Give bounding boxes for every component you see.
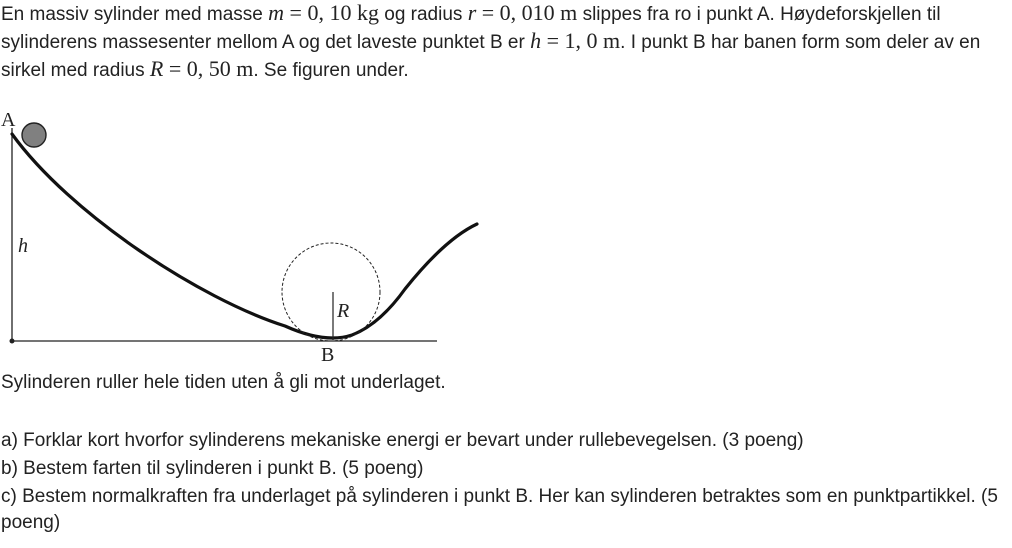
intro-text-5: . Se figuren under. xyxy=(253,60,409,81)
curvature-circle xyxy=(282,243,380,341)
ground-dot xyxy=(10,339,15,344)
track-curve xyxy=(12,134,477,338)
intro-text-2: og radius xyxy=(378,4,468,25)
circle-radius-formula: R = 0, 50 m xyxy=(149,56,254,81)
label-r: R xyxy=(337,300,350,322)
track-figure xyxy=(0,104,500,369)
intro-text-1: En massiv sylinder med masse xyxy=(1,4,269,25)
label-a: A xyxy=(1,109,16,131)
mass-formula: m = 0, 10 kg xyxy=(268,0,379,25)
intro-text-3: slippes fra ro i punkt A. Høydeforskjellen til sylinderens massesenter mellom A og det laveste punktet B er xyxy=(1,4,941,53)
questions xyxy=(1,428,1001,538)
problem-intro xyxy=(1,0,1011,84)
height-formula: h = 1, 0 m xyxy=(530,28,621,53)
intro-text-4: . I punkt B har banen form som deler av en sirkel med radius xyxy=(1,32,981,81)
question-c: c) Bestem normalkraften fra underlaget på sylinderen i punkt B. Her kan sylinderen betraktes som en punktpartikkel. (5 poeng) xyxy=(1,486,998,533)
caption: Sylinderen ruller hele tiden uten å gli mot underlaget. xyxy=(1,372,446,393)
question-b: b) Bestem farten til sylinderen i punkt B. (5 poeng) xyxy=(1,458,424,479)
label-h: h xyxy=(18,235,28,257)
label-b: B xyxy=(321,344,335,366)
radius-formula: r = 0, 010 m xyxy=(467,0,578,25)
cylinder xyxy=(22,123,46,147)
question-a: a) Forklar kort hvorfor sylinderens mekaniske energi er bevart under rullebevegelsen. (3 poeng) xyxy=(1,430,804,451)
